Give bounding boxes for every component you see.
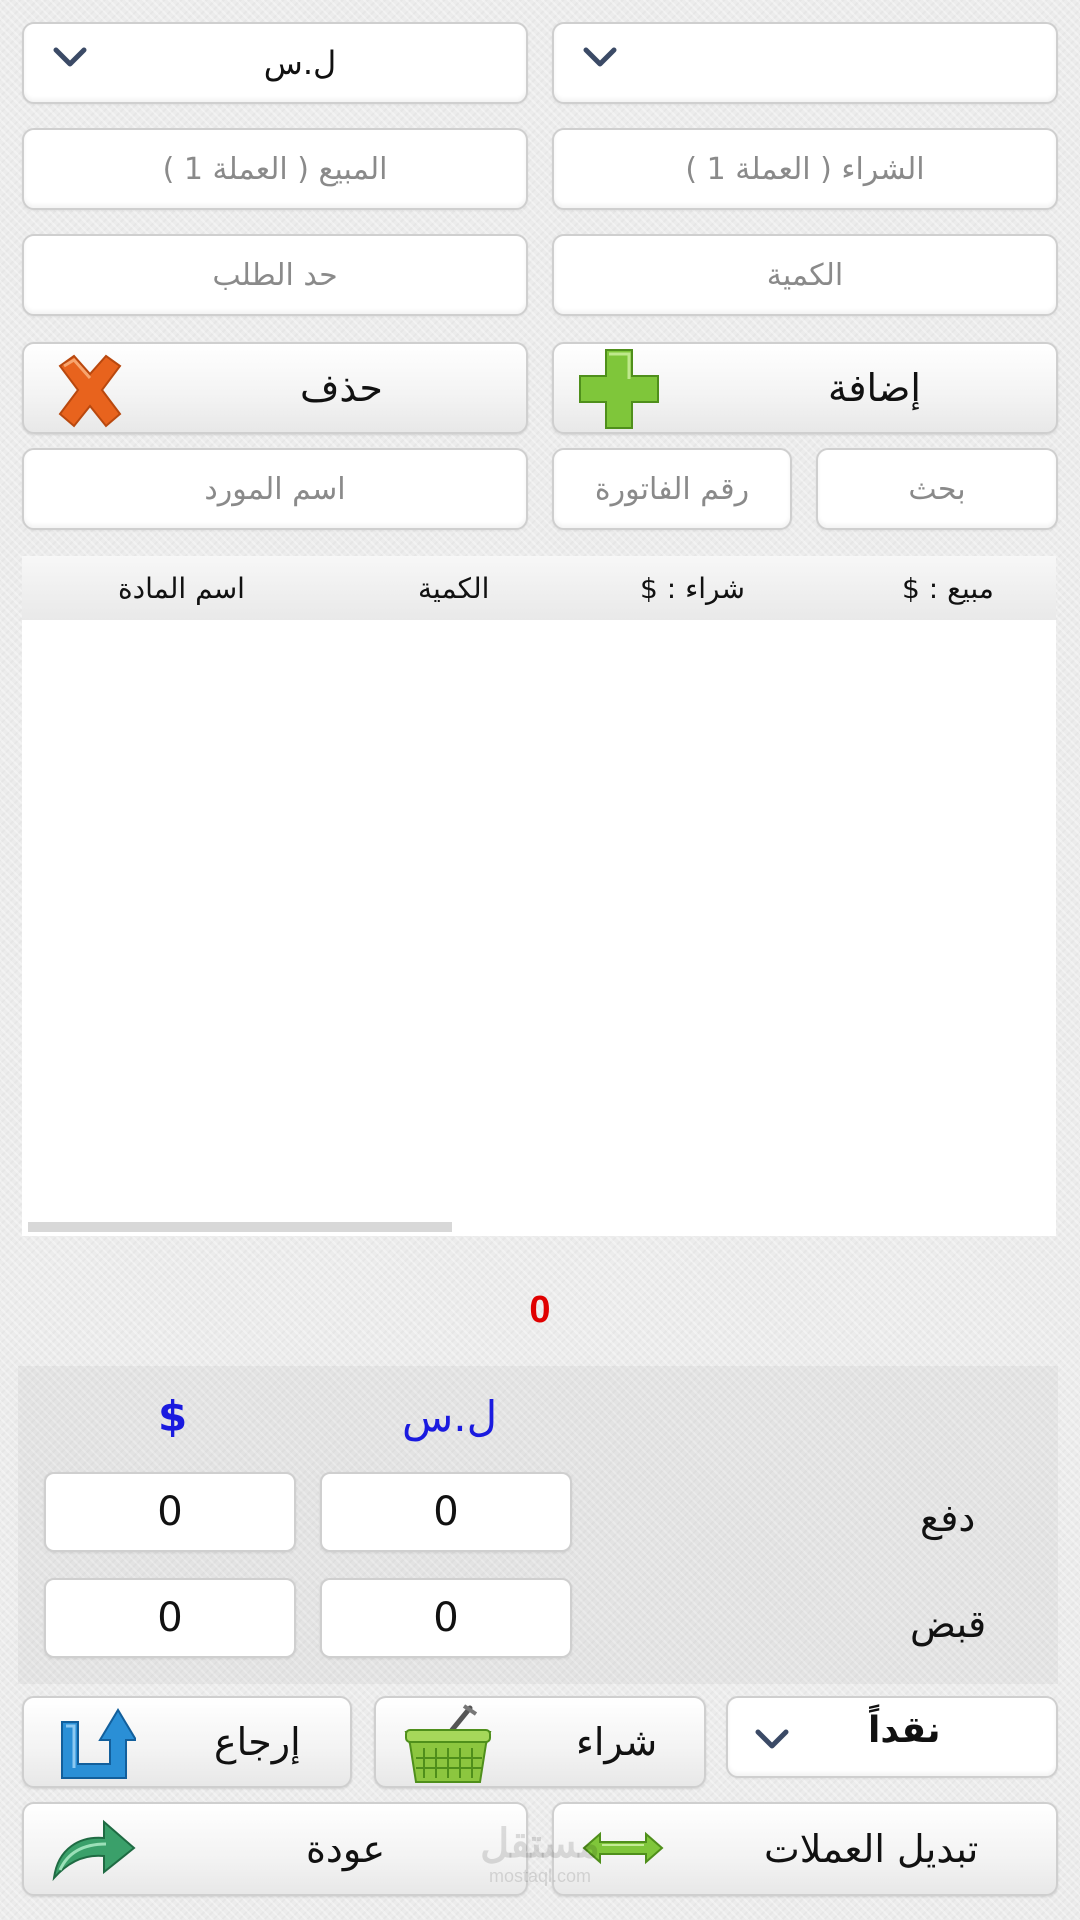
switch-currency-button[interactable] [552,1802,1058,1896]
pay-usd-input[interactable]: 0 [44,1472,296,1552]
horizontal-scrollbar[interactable] [28,1222,452,1232]
payment-type-value: نقداً [868,1710,941,1751]
column-header-sell: $ : مبيع [902,571,994,605]
currency-local-header: ل.س [402,1392,498,1441]
column-header-item-name: اسم المادة [118,571,245,605]
payment-type-select[interactable] [726,1696,1058,1778]
add-plus-icon [576,346,662,432]
items-table-header [22,556,1056,620]
column-header-quantity: الكمية [418,571,490,605]
buy-button[interactable] [374,1696,706,1788]
items-table-body[interactable] [22,620,1056,1236]
chevron-down-icon [754,1726,790,1752]
back-arrow-icon [50,1814,136,1888]
total-amount: 0 [529,1288,551,1331]
basket-icon [402,1700,494,1786]
sell-price-input[interactable]: المبيع ( العملة 1 ) [22,128,528,210]
delete-button[interactable] [22,342,528,434]
return-label: إرجاع [214,1720,301,1764]
currency-usd-header: $ [158,1392,188,1441]
category-select[interactable] [552,22,1058,104]
currency-select-value: ل.س [263,44,337,82]
column-header-buy: $ : شراء [640,571,745,605]
watermark [470,1822,610,1887]
receive-local-input[interactable]: 0 [320,1578,572,1658]
chevron-down-icon [582,44,618,70]
category-select-value [624,24,1036,102]
search-input[interactable]: بحث [816,448,1058,530]
receive-label: قبض [910,1602,987,1646]
buy-price-input[interactable]: الشراء ( العملة 1 ) [552,128,1058,210]
quantity-input[interactable]: الكمية [552,234,1058,316]
back-label: عودة [306,1827,386,1871]
delete-x-icon [50,352,130,430]
pay-label: دفع [920,1496,976,1540]
return-arrow-icon [54,1702,136,1782]
return-button[interactable] [22,1696,352,1788]
receive-usd-input[interactable]: 0 [44,1578,296,1658]
watermark-arabic: مستقل [480,1822,600,1866]
supplier-name-input[interactable]: اسم المورد [22,448,528,530]
add-label: إضافة [828,366,921,410]
invoice-number-input[interactable]: رقم الفاتورة [552,448,792,530]
back-button[interactable] [22,1802,528,1896]
chevron-down-icon [52,44,88,70]
add-button[interactable] [552,342,1058,434]
switch-currency-label: تبديل العملات [764,1827,979,1871]
order-limit-input[interactable]: حد الطلب [22,234,528,316]
buy-label: شراء [576,1720,658,1764]
currency-select[interactable] [22,22,528,104]
pay-local-input[interactable]: 0 [320,1472,572,1552]
watermark-latin: mostaql.com [488,1866,592,1886]
delete-label: حذف [300,366,383,410]
